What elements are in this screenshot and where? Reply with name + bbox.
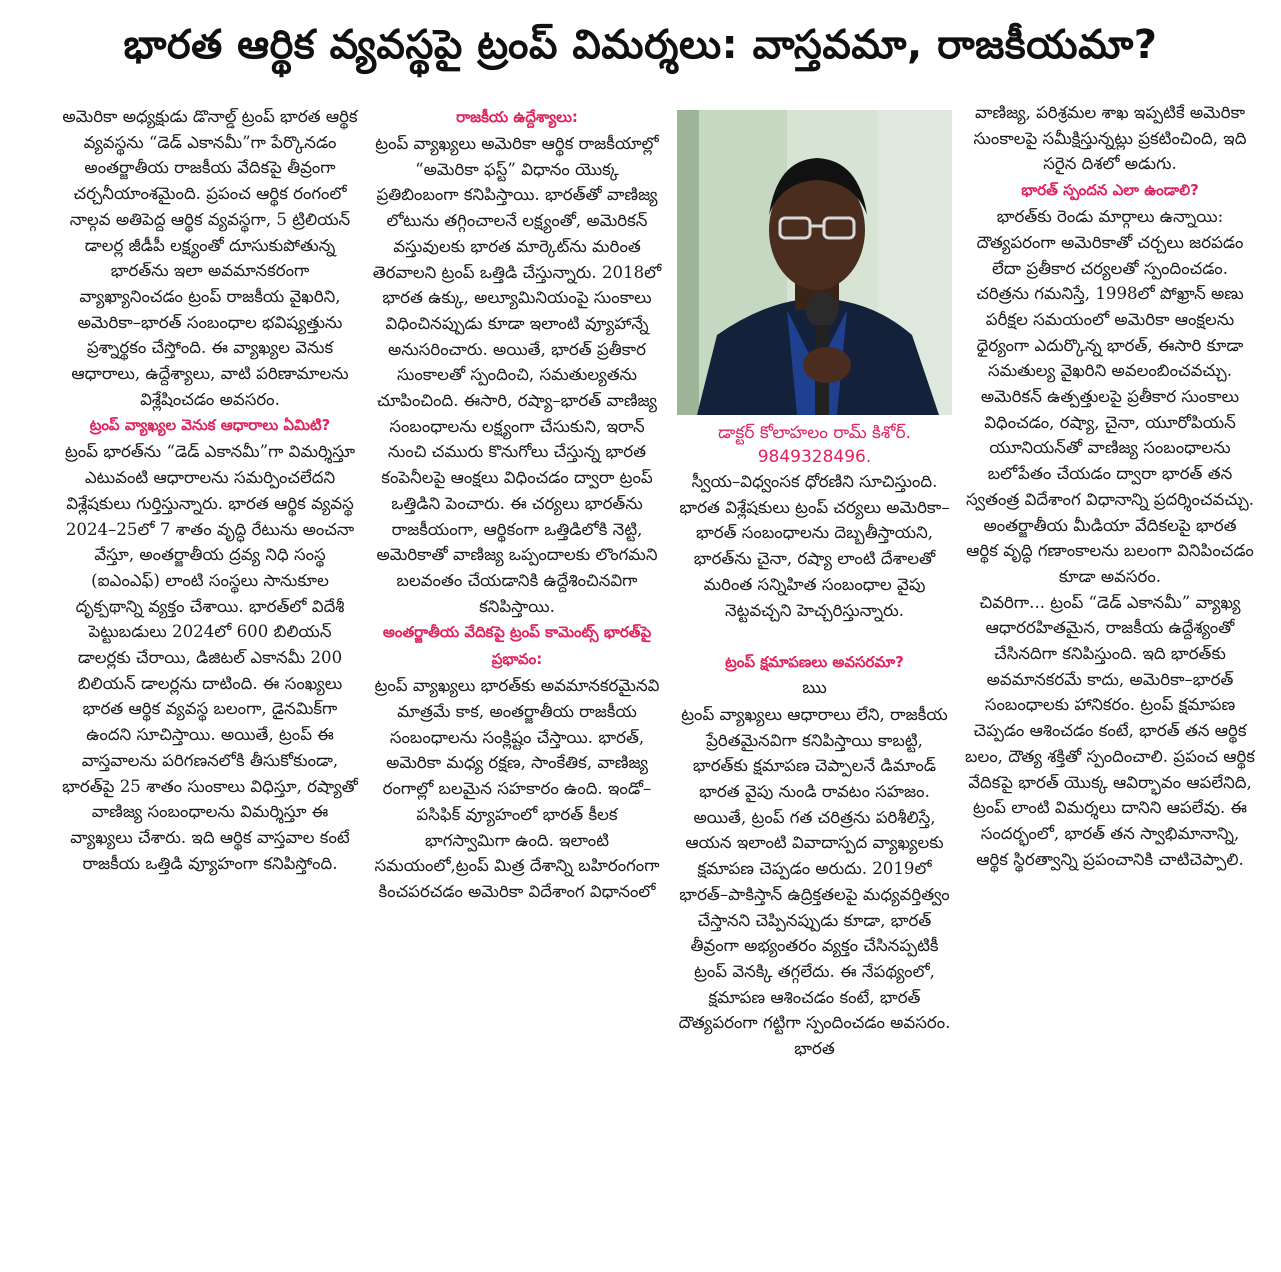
- subheading-basis: ట్రంప్ వ్యాఖ్యల వెనుక ఆధారాలు ఏమిటి?: [89, 416, 331, 435]
- self-destructive-paragraph: స్వీయ–విధ్వంసక ధోరణిని సూచిస్తుంది. భారత విశ్లేషకులు ట్రంప్ చర్యలు అమెరికా–భారత్ సంబంధాలను దెబ్బతీస్తాయని, భారత్‌ను చైనా, రష్యా లాంటి దేశాలతో మరింత సన్నిహిత సంబంధాల వైపు నెట్టవచ్చని హెచ్చరిస్తున్నారు.: [679, 472, 950, 620]
- intro-paragraph: అమెరికా అధ్యక్షుడు డొనాల్డ్ ట్రంప్ భారత ఆర్థిక వ్యవస్థను “డెడ్ ఎకానమీ”గా పేర్కొనడం అంతర్జాతీయ రాజకీయ వేదికపై తీవ్రంగా చర్చనీయాంశమైంది. ప్రపంచ ఆర్థిక రంగంలో నాల్గవ అతిపెద్ద ఆర్థిక వ్యవస్థగా, 5 ట్రిలియన్ డాలర్ల జీడీపీ లక్ష్యంతో దూసుకుపోతున్న భారత్‌ను ఇలా అవమానకరంగా వ్యాఖ్యానించడం ట్రంప్ రాజకీయ వైఖరిని, అమెరికా–భారత్ సంబంధాల భవిష్యత్తును ప్రశ్నార్థకం చేస్తోంది. ఈ వ్యాఖ్యల వెనుక ఆధారాలు, ఉద్దేశ్యాలు, వాటి పరిణామాలను విశ్లేషించడం అవసరం.: [62, 107, 358, 409]
- column-2: [372, 104, 662, 1254]
- subheading-apology: ట్రంప్ క్షమాపణలు అవసరమా?: [725, 653, 904, 672]
- subheading-india-response: భారత్ స్పందన ఎలా ఉండాలి?: [1021, 181, 1199, 200]
- headline: భారత ఆర్థిక వ్యవస్థపై ట్రంప్ విమర్శలు: వాస్తవమా, రాజకీయమా?: [123, 22, 1158, 68]
- author-portrait-image: [677, 110, 952, 415]
- political-motives-paragraph: ట్రంప్ వ్యాఖ్యలు అమెరికా ఆర్థిక రాజకీయాల్లో “అమెరికా ఫస్ట్” విధానం యొక్క ప్రతిబింబంగా కనిపిస్తాయి. భారత్‌తో వాణిజ్య లోటును తగ్గించాలనే లక్ష్యంతో, అమెరికన్ వస్తువులకు భారత మార్కెట్‌ను మరింత తెరవాలని ట్రంప్ ఒత్తిడి చేస్తున్నారు. 2018లో భారత ఉక్కు, అల్యూమినియంపై సుంకాలు విధించినప్పుడు కూడా ఇలాంటి వ్యూహాన్నే అనుసరించారు. అయితే, భారత్ ప్రతీకార సుంకాలతో స్పందించి, సమతుల్యతను చూపించింది. ఈసారి, రష్యా–భారత్ వాణిజ్య సంబంధాలను లక్ష్యంగా చేసుకుని, ఇరాన్ నుంచి చమురు కొనుగోలు చేస్తున్న భారత కంపెనీలపై ఆంక్షలు విధించడం ద్వారా ట్రంప్ ఒత్తిడిని పెంచారు. ఈ చర్యలు భారత్‌ను రాజకీయంగా, ఆర్థికంగా ఒత్తిడిలోకి నెట్టి, అమెరికాతో వాణిజ్య ఒప్పందాలకు లొంగమని బలవంతం చేయడానికి ఉద్దేశించినవిగా కనిపిస్తాయి.: [372, 134, 662, 616]
- symbol-mark: ఋ: [802, 678, 827, 699]
- photo-caption-phone: 9849328496.: [757, 447, 872, 467]
- india-response-paragraph: భారత్‌కు రెండు మార్గాలు ఉన్నాయి: దౌత్యపరంగా అమెరికాతో చర్చలు జరపడం లేదా ప్రతీకార చర్యలతో స్పందించడం. చరిత్రను గమనిస్తే, 1998లో పోఖ్రాన్ అణు పరీక్షల సమయంలో అమెరికా ఆంక్షలను ధైర్యంగా ఎదుర్కొన్న భారత్, ఈసారి కూడా సమతుల్య వైఖరిని అవలంబించవచ్చు. అమెరికన్ ఉత్పత్తులపై ప్రతీకార సుంకాలు విధించడం, రష్యా, చైనా, యూరోపియన్ యూనియన్‌తో వాణిజ్య సంబంధాలను బలోపేతం చేయడం ద్వారా భారత్ తన స్వతంత్ర విదేశాంగ విధానాన్ని ప్రదర్శించవచ్చు. అంతర్జాతీయ మీడియా వేదికలపై భారత ఆర్థిక వృద్ధి గణాంకాలను బలంగా వినిపించడం కూడా అవసరం.: [966, 207, 1254, 586]
- photo-caption-name: డాక్టర్ కోలాహలం రామ్ కిశోర్.: [718, 423, 911, 443]
- commerce-ministry-paragraph: వాణిజ్య, పరిశ్రమల శాఖ ఇప్పటికే అమెరికా సుంకాలపై సమీక్షిస్తున్నట్లు ప్రకటించింది, ఇది సరైన దిశలో అడుగు.: [973, 103, 1247, 174]
- conclusion-paragraph: చివరిగా... ట్రంప్ “డెడ్ ఎకానమీ” వ్యాఖ్య ఆధారరహితమైన, రాజకీయ ఉద్దేశ్యంతో చేసినదిగా కనిపిస్తుంది. ఇది భారత్‌కు అవమానకరమే కాదు, అమెరికా–భారత్ సంబంధాలకు హానికరం. ట్రంప్ క్షమాపణ చెప్పడం ఆశించడం కంటే, భారత్ తన ఆర్థిక బలం, దౌత్య శక్తితో స్పందించాలి. ప్రపంచ ఆర్థిక వేదికపై భారత్ యొక్క ఆవిర్భావం ఆపలేనిది, ట్రంప్ లాంటి విమర్శలు దానిని ఆపలేవు. ఈ సందర్భంలో, భారత్ తన స్వాభిమానాన్ని, ఆర్థిక స్థిరత్వాన్ని ప్రపంచానికి చాటిచెప్పాలి.: [965, 592, 1255, 869]
- apology-paragraph: ట్రంప్ వ్యాఖ్యలు ఆధారాలు లేని, రాజకీయ ప్రేరితమైనవిగా కనిపిస్తాయి కాబట్టి, భారత్‌కు క్షమాపణ చెప్పాలనే డిమాండ్ భారత వైపు నుండి రావటం సహజం. అయితే, ట్రంప్ గత చరిత్రను పరిశీలిస్తే, ఆయన ఇలాంటి వివాదాస్పద వ్యాఖ్యలకు క్షమాపణ చెప్పడం అరుదు. 2019లో భారత్–పాకిస్తాన్ ఉద్రిక్తతలపై మధ్యవర్తిత్వం చేస్తానని చెప్పినప్పుడు కూడా, భారత్ తీవ్రంగా అభ్యంతరం వ్యక్తం చేసినప్పటికీ ట్రంప్ వెనక్కి తగ్గలేదు. ఈ నేపథ్యంలో, క్షమాపణ ఆశించడం కంటే, భారత్ దౌత్యపరంగా గట్టిగా స్పందించడం అవసరం. భారత: [678, 704, 951, 1059]
- international-impact-paragraph: ట్రంప్ వ్యాఖ్యలు భారత్‌కు అవమానకరమైనవి మాత్రమే కాక, అంతర్జాతీయ రాజకీయ సంబంధాలను సంక్లిష్టం చేస్తాయి. భారత్, అమెరికా మధ్య రక్షణ, సాంకేతిక, వాణిజ్య రంగాల్లో బలమైన సహకారం ఉంది. ఇండో–పసిఫిక్ వ్యూహంలో భారత్ కీలక భాగస్వామిగా ఉంది. ఇలాంటి సమయంలో,ట్రంప్ మిత్ర దేశాన్ని బహిరంగంగా కించపరచడం అమెరికా విదేశాంగ విధానంలో: [374, 676, 660, 901]
- column-1: [60, 104, 360, 1254]
- basis-paragraph: ట్రంప్ భారత్‌ను “డెడ్ ఎకానమీ”గా విమర్శిస్తూ ఎటువంటి ఆధారాలను సమర్పించలేదని విశ్లేషకులు గుర్తిస్తున్నారు. భారత ఆర్థిక వ్యవస్థ 2024–25లో 7 శాతం వృద్ధి రేటును అంచనా వేస్తూ, అంతర్జాతీయ ద్రవ్య నిధి సంస్థ (ఐఎంఎఫ్) లాంటి సంస్థలు సానుకూల దృక్పథాన్ని వ్యక్తం చేశాయి. భారత్‌లో విదేశీ పెట్టుబడులు 2024లో 600 బిలియన్ డాలర్లకు చేరాయి, డిజిటల్ ఎకానమీ 200 బిలియన్ డాలర్లను దాటింది. ఈ సంఖ్యలు భారత ఆర్థిక వ్యవస్థ బలంగా, డైనమిక్‌గా ఉందని సూచిస్తాయి. అయితే, ట్రంప్ ఈ వాస్తవాలను పరిగణనలోకి తీసుకోకుండా, భారత్‌పై 25 శాతం సుంకాలు విధిస్తూ, రష్యాతో వాణిజ్య సంబంధాలను విమర్శిస్తూ ఈ వ్యాఖ్యలు చేశారు. ఇది ఆర్థిక వాస్తవాల కంటే రాజకీయ ఒత్తిడి వ్యూహంగా కనిపిస్తోంది.: [62, 442, 358, 873]
- subheading-political-motives: రాజకీయ ఉద్దేశ్యాలు:: [456, 108, 578, 126]
- column-3: [677, 104, 952, 1254]
- subheading-international-impact: అంతర్జాతీయ వేదికపై ట్రంప్ కామెంట్స్ భారత్‌పై ప్రభావం:: [382, 623, 652, 669]
- spacer: [677, 623, 952, 649]
- author-photo: [677, 110, 952, 415]
- column-4: [965, 100, 1255, 1250]
